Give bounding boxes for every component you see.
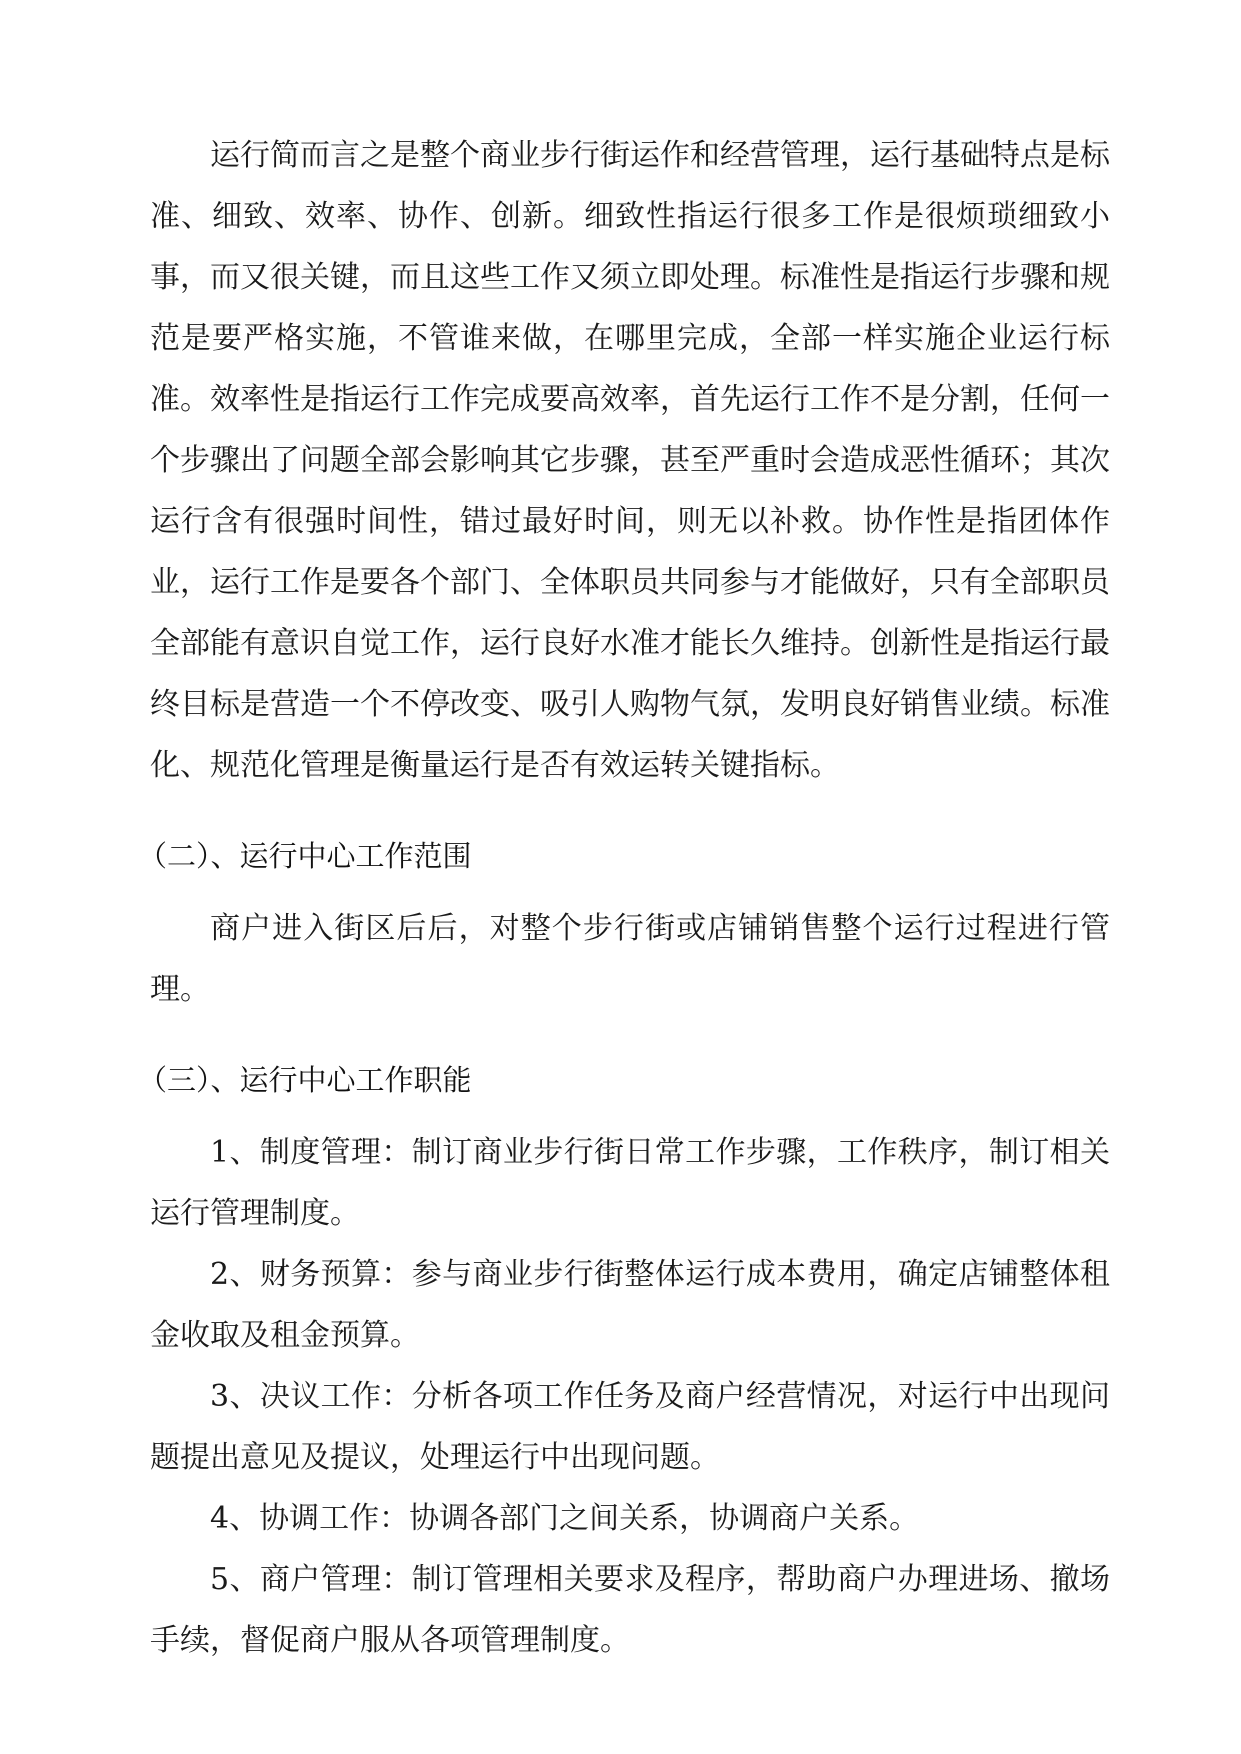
function-item-1: 1、制度管理：制订商业步行街日常工作步骤，工作秩序，制订相关运行管理制度。 [150, 1135, 1110, 1231]
section-2-paragraph: 商户进入街区后后，对整个步行街或店铺销售整个运行过程进行管理。 [150, 911, 1110, 1007]
function-item-2: 2、财务预算：参与商业步行街整体运行成本费用，确定店铺整体租金收取及租金预算。 [150, 1257, 1110, 1353]
section-3-heading: （三）、运行中心工作职能 [138, 1063, 472, 1097]
section-2-heading: （二）、运行中心工作范围 [138, 839, 472, 873]
function-item-5: 5、商户管理：制订管理相关要求及程序，帮助商户办理进场、撤场手续，督促商户服从各项管理制度。 [150, 1562, 1110, 1658]
intro-paragraph: 运行简而言之是整个商业步行街运作和经营管理，运行基础特点是标准、细致、效率、协作、创新。细致性指运行很多工作是很烦琐细致小事，而又很关键，而且这些工作又须立即处理。标准性是指运行步骤和规范是要严格实施，不管谁来做，在哪里完成，全部一样实施企业运行标准。效率性是指运行工作完成要高效率，首先运行工作不是分割，任何一个步骤出了问题全部会影响其它步骤，甚至严重时会造成恶性循环；其次运行含有很强时间性，错过最好时间，则无以补救。协作性是指团体作业，运行工作是要各个部门、全体职员共同参与才能做好，只有全部职员全部能有意识自觉工作，运行良好水准才能长久维持。创新性是指运行最终目标是营造一个不停改变、吸引人购物气氛，发明良好销售业绩。标准化、规范化管理是衡量运行是否有效运转关键指标。 [150, 138, 1110, 783]
function-item-4: 4、协调工作：协调各部门之间关系，协调商户关系。 [210, 1501, 920, 1536]
function-item-3: 3、决议工作：分析各项工作任务及商户经营情况，对运行中出现问题提出意见及提议，处理运行中出现问题。 [150, 1379, 1110, 1475]
document-page [138, 120, 1110, 1671]
